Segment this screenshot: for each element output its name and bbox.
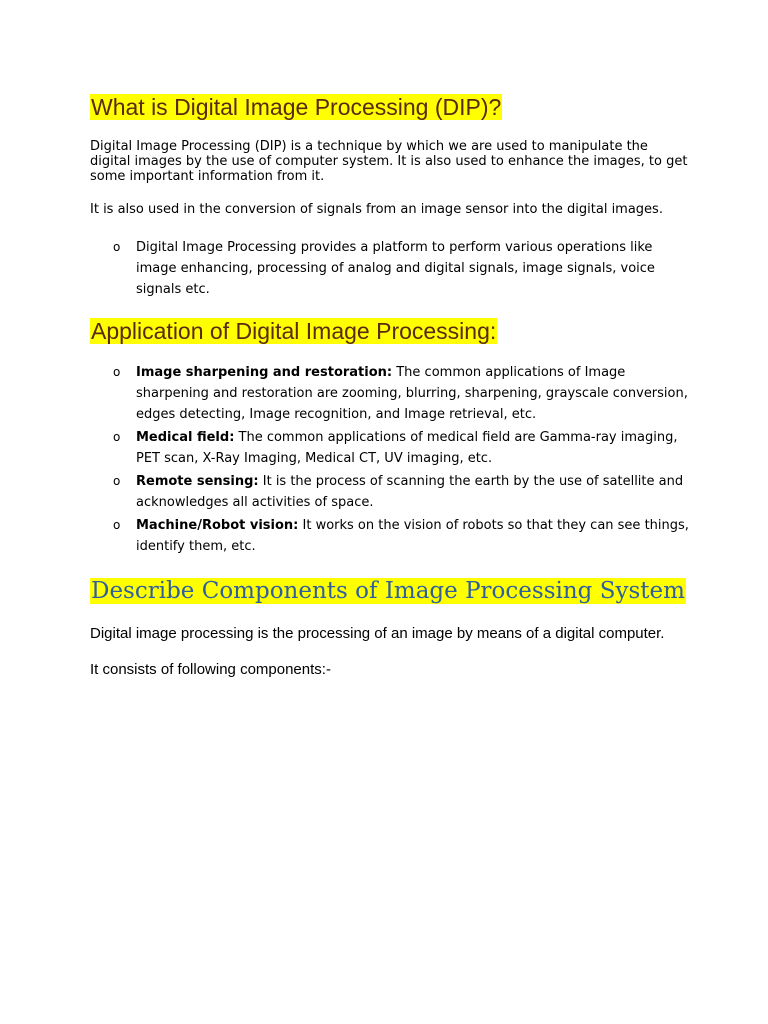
paragraph-dip-conversion: It is also used in the conversion of signals from an image sensor into the digital images. [90,202,663,217]
list-item-term: Machine/Robot vision: [136,518,299,533]
list-item-text: Digital Image Processing provides a platform to perform various operations like image enhancing, processing of analog and digital signals, image signals, voice signals etc. [136,240,655,297]
list-item-text: It works on the vision of robots so that they can see things, identify them, etc. [136,518,689,554]
heading-applications [90,317,497,345]
bullet-marker: o [113,240,121,254]
list-item [90,427,690,469]
bullet-marker: o [113,474,121,488]
heading-highlight: What is Digital Image Processing (DIP)? [91,94,502,120]
list-applications [90,362,690,559]
bullet-marker: o [113,518,121,532]
bullet-marker: o [113,365,121,379]
list-item-text: The common applications of medical field are Gamma-ray imaging, PET scan, X-Ray Imaging, Medical CT, UV imaging, etc. [136,430,678,466]
heading-what-is-dip [90,93,502,121]
heading-highlight: Describe Components of Image Processing System [91,578,685,604]
list-item [90,237,690,300]
list-item-term: Remote sensing: [136,474,259,489]
bullet-marker: o [113,430,121,444]
list-item-term: Image sharpening and restoration: [136,365,393,380]
paragraph-components-intro: It consists of following components:- [90,661,331,678]
list-item-text: It is the process of scanning the earth by the use of satellite and acknowledges all activities of space. [136,474,684,510]
list-item [90,471,690,513]
heading-highlight: Application of Digital Image Processing: [91,318,497,344]
heading-components [90,576,686,606]
list-item [90,362,690,425]
list-dip-platform [90,237,690,302]
list-item [90,515,690,557]
paragraph-dip-processing: Digital image processing is the processing of an image by means of a digital computer. [90,625,665,642]
paragraph-dip-definition: Digital Image Processing (DIP) is a technique by which we are used to manipulate the digital images by the use of computer system. It is also used to enhance the images, to get some important information from it. [90,139,688,184]
list-item-term: Medical field: [136,430,235,445]
list-item-text: The common applications of Image sharpening and restoration are zooming, blurring, sharpening, grayscale conversion, edges detecting, Image recognition, and Image retrieval, etc. [136,365,688,422]
